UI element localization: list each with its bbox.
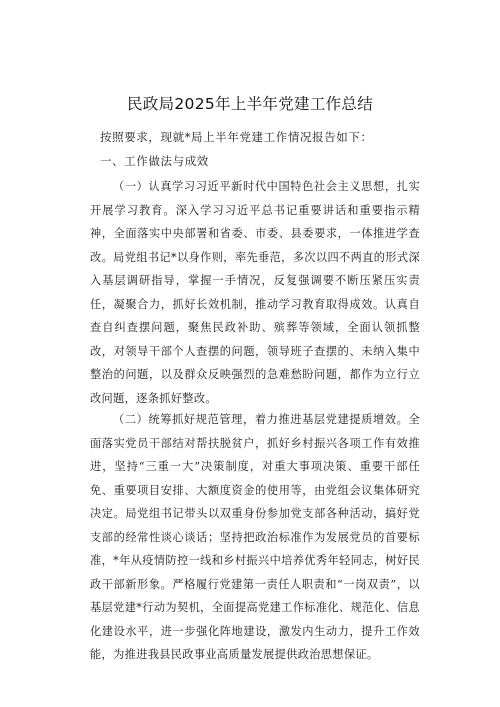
- paragraph-study-education: （一）认真学习习近平新时代中国特色社会主义思想，扎实开展学习教育。深入学习习近平总书记重要讲话和重要指示精神，全面落实中央部署和省委、市委、县委要求，一体推进学查改。局党组书记*以身作则，率先垂范，多次以四不两直的形式深入基层调研指导，掌握一手情况，反复强调要不断压紧压实责任，凝聚合力，抓好长效机制，推动学习教育取得成效。认真自查自纠查摆问题，聚焦民政补助、殡葬等领域，全面认领抓整改，对领导干部个人查摆的问题，领导班子查摆的、未纳入集中整治的问题，以及群众反映强烈的急难愁盼问题，都作为立行立改问题，逐条抓好整改。: [90, 180, 420, 405]
- section-heading: 一、工作做法与成效: [100, 154, 209, 168]
- intro-line: 按照要求，现就*局上半年党建工作情况报告如下：: [100, 130, 373, 144]
- paragraph-standard-management: （二）统筹抓好规范管理，着力推进基层党建提质增效。全面落实党员干部结对帮扶脱贫户，抓好乡村振兴各项工作有效推进，坚持“三重一大”决策制度，对重大事项决策、重要干部任免、重要项目安排、大额度资金的使用等，由党组会议集体研究决定。局党组书记带头以双重身份参加党支部各种活动，搞好党支部的经常性谈心谈话；坚持把政治标准作为发展党员的首要标准，*年从疫情防控一线和乡村振兴中培养优秀年轻同志，树好民政干部新形象。严格履行党建第一责任人职责和“一岗双责”，以基层党建*行动为契机，全面提高党建工作标准化、规范化、信息化建设水平，进一步强化阵地建设，激发内生动力，提升工作效能，为推进我县民政事业高质量发展提供政治思想保证。: [90, 413, 420, 661]
- document-title: 民政局2025年上半年党建工作总结: [126, 95, 374, 113]
